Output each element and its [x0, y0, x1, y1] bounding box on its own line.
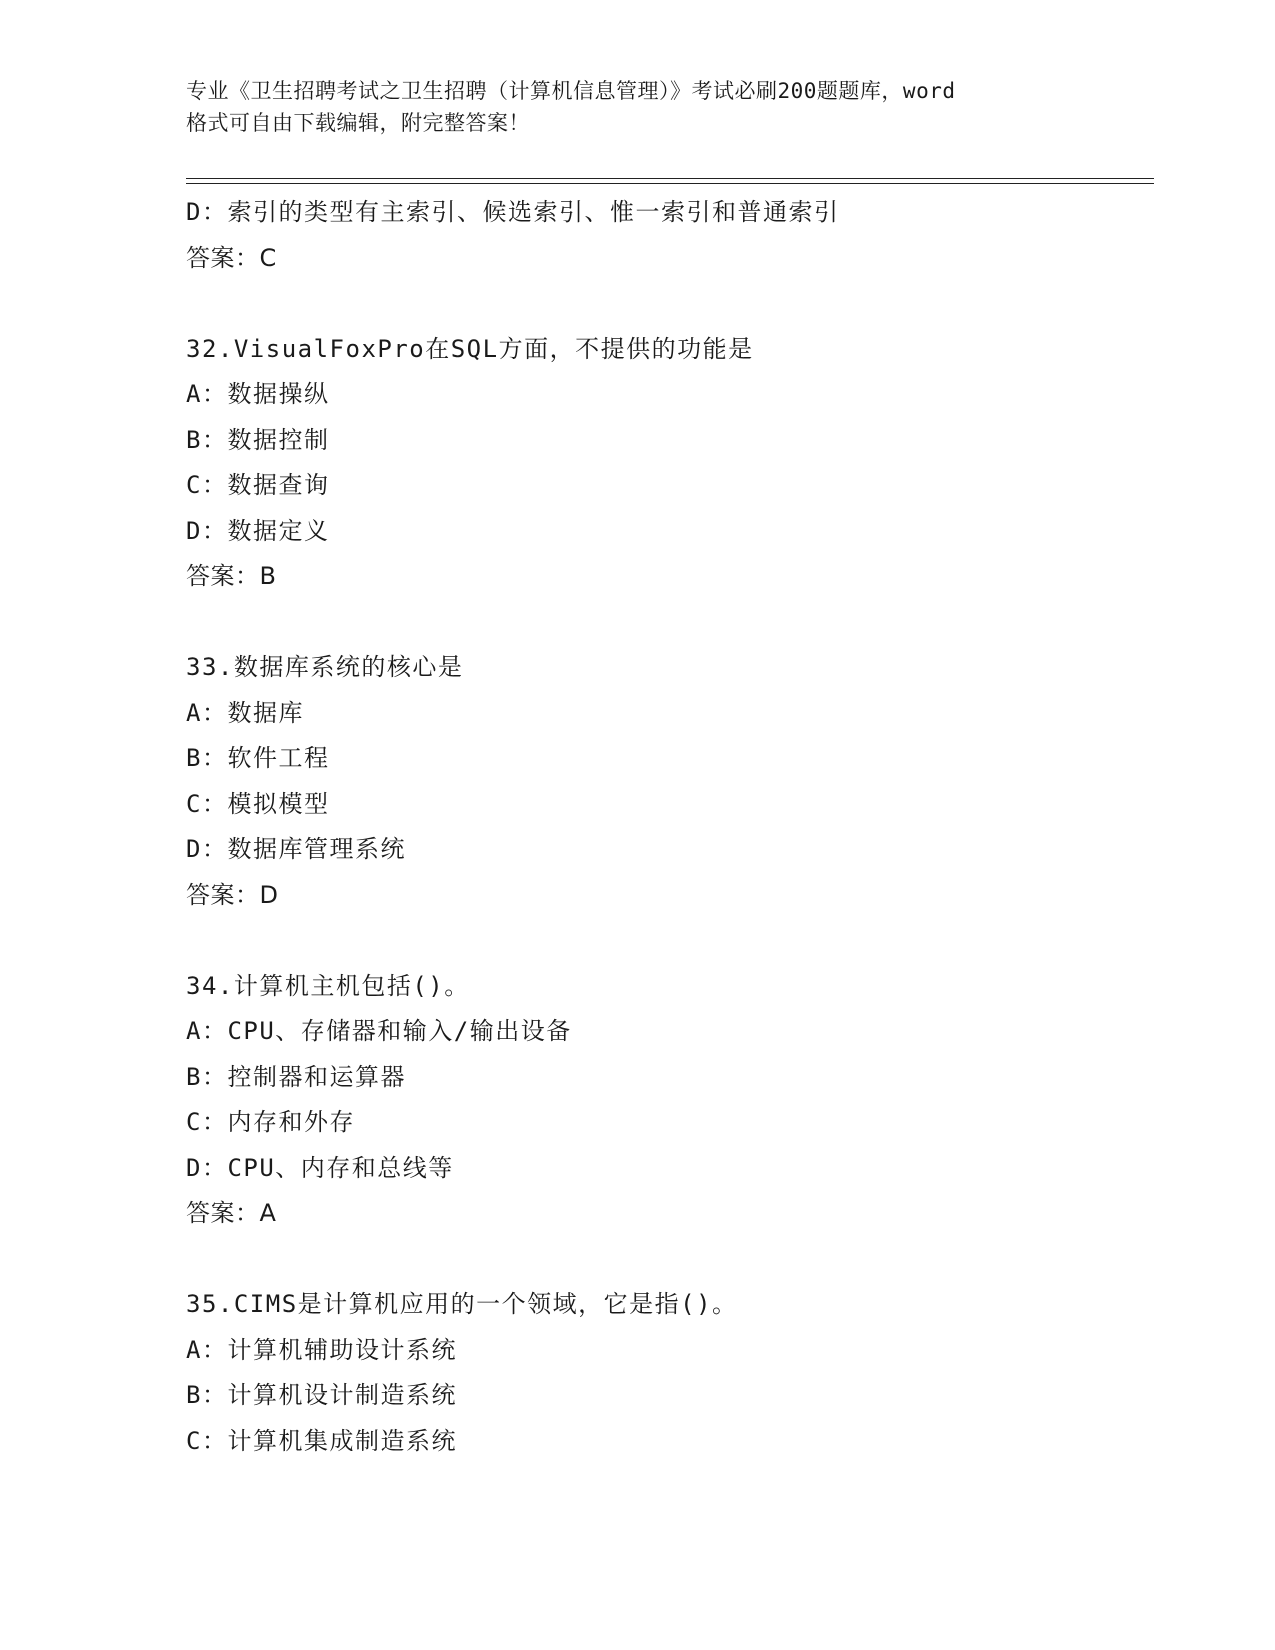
- answer: 答案：B: [186, 562, 277, 590]
- answer: 答案：A: [186, 1199, 277, 1227]
- option-c: C：模拟模型: [186, 789, 330, 818]
- option-d: D：数据库管理系统: [186, 835, 406, 863]
- option-a: A：数据操纵: [186, 380, 330, 408]
- option-a: A：计算机辅助设计系统: [186, 1335, 457, 1364]
- question-text: 34.计算机主机包括()。: [186, 971, 470, 1000]
- spacer: [186, 1237, 1154, 1283]
- answer: 答案：D: [186, 880, 279, 909]
- option-c: C：数据查询: [186, 471, 330, 499]
- question-32: [186, 327, 1154, 600]
- option-d: D：CPU、内存和总线等: [186, 1153, 454, 1182]
- option-b: B：控制器和运算器: [186, 1062, 406, 1091]
- option-c: C：计算机集成制造系统: [186, 1426, 457, 1455]
- spacer: [186, 281, 1154, 327]
- question-text: 33.数据库系统的核心是: [186, 653, 464, 681]
- document-header: [186, 75, 1086, 139]
- question-text: 32.VisualFoxPro在SQL方面，不提供的功能是: [186, 334, 754, 363]
- option-a: A：数据库: [186, 698, 304, 727]
- header-divider-top: [186, 178, 1154, 179]
- option-d: D：索引的类型有主索引、候选索引、惟一索引和普通索引: [186, 198, 840, 226]
- question-33: [186, 645, 1154, 918]
- header-line-2: 格式可自由下载编辑，附完整答案！: [186, 111, 530, 135]
- option-c: C：内存和外存: [186, 1108, 355, 1136]
- spacer: [186, 918, 1154, 964]
- question-35: [186, 1282, 1154, 1464]
- header-line-1: 专业《卫生招聘考试之卫生招聘（计算机信息管理）》考试必刷200题题库，word: [186, 79, 956, 103]
- spacer: [186, 600, 1154, 646]
- question-text: 35.CIMS是计算机应用的一个领域，它是指()。: [186, 1290, 738, 1318]
- option-b: B：软件工程: [186, 744, 330, 772]
- option-b: B：数据控制: [186, 425, 330, 454]
- option-d: D：数据定义: [186, 516, 330, 545]
- header-divider-bottom: [186, 183, 1154, 184]
- question-34: [186, 964, 1154, 1237]
- answer: 答案：C: [186, 243, 277, 272]
- question-31-tail: [186, 190, 1154, 281]
- option-a: A：CPU、存储器和输入/输出设备: [186, 1017, 572, 1045]
- question-list: [186, 190, 1154, 1464]
- option-b: B：计算机设计制造系统: [186, 1381, 457, 1409]
